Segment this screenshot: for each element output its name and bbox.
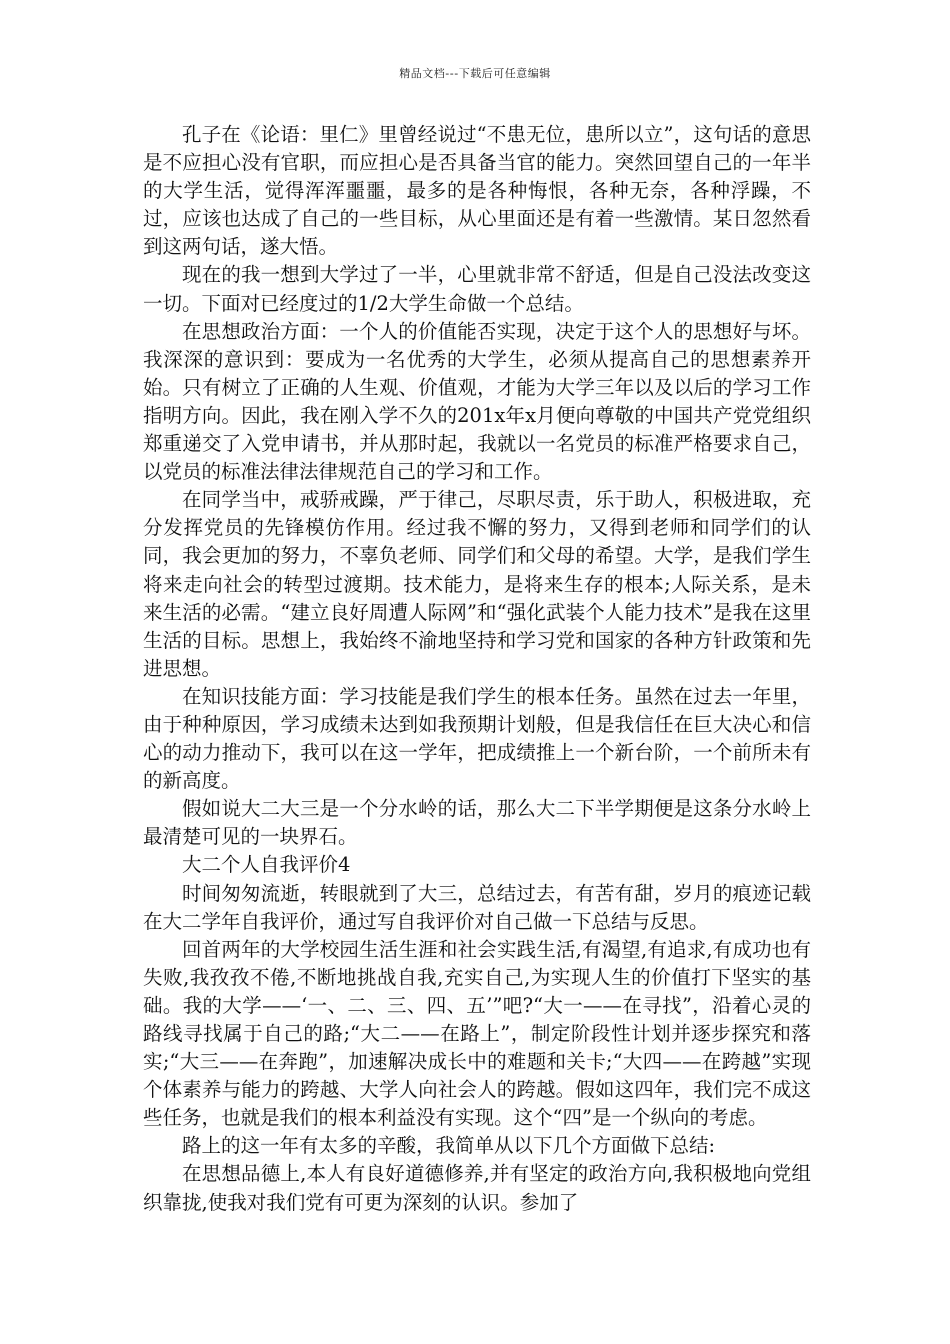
paragraph: 假如说大二大三是一个分水岭的话，那么大二下半学期便是这条分水岭上最清楚可见的一块界石。 [143,797,811,849]
paragraph: 在思想品德上,本人有良好道德修养,并有坚定的政治方向,我积极地向党组织靠拢,使我对我们党有可更为深刻的认识。参加了 [143,1162,811,1214]
paragraph: 现在的我一想到大学过了一半，心里就非常不舒适，但是自己没法改变这一切。下面对已经度过的1/2大学生命做一个总结。 [143,263,811,315]
paragraph: 路上的这一年有太多的辛酸，我简单从以下几个方面做下总结: [182,1134,716,1158]
paragraph: 孔子在《论语：里仁》里曾经说过“不患无位，患所以立”，这句话的意思是不应担心没有官职，而应担心是否具备当官的能力。突然回望自己的一年半的大学生活，觉得浑浑噩噩，最多的是各种悔恨，各种无奈，各种浮躁，不过，应该也达成了自己的一些目标，从心里面还是有着一些激情。某日忽然看到这两句话，遂大悟。 [143,123,811,259]
paragraph: 时间匆匆流逝，转眼就到了大三，总结过去，有苦有甜，岁月的痕迹记载在大二学年自我评价，通过写自我评价对自己做一下总结与反思。 [143,881,811,933]
paragraph: 在知识技能方面：学习技能是我们学生的根本任务。虽然在过去一年里，由于种种原因，学习成绩未达到如我预期计划般，但是我信任在巨大决心和信心的动力推动下，我可以在这一学年，把成绩推上一个新台阶，一个前所未有的新高度。 [143,684,811,793]
page-header: 精品文档---下载后可任意编辑 [399,67,551,80]
paragraph: 在同学当中，戒骄戒躁，严于律己，尽职尽责，乐于助人，积极进取，充分发挥党员的先锋模仿作用。经过我不懈的努力，又得到老师和同学们的认同，我会更加的努力，不辜负老师、同学们和父母的希望。大学，是我们学生将来走向社会的转型过渡期。技术能力，是将来生存的根本;人际关系，是未来生活的必需。“建立良好周遭人际网”和“强化武装个人能力技术”是我在这里生活的目标。思想上，我始终不渝地坚持和学习党和国家的各种方针政策和先进思想。 [143,488,811,680]
section-heading: 大二个人自我评价4 [182,853,351,877]
paragraph: 在思想政治方面：一个人的价值能否实现，决定于这个人的思想好与坏。我深深的意识到：要成为一名优秀的大学生，必须从提高自己的思想素养开始。只有树立了正确的人生观、价值观，才能为大学三年以及以后的学习工作指明方向。因此，我在刚入学不久的201x年x月便向尊敬的中国共产党党组织郑重递交了入党申请书，并从那时起，我就以一名党员的标准严格要求自己，以党员的标准法律法律规范自己的学习和工作。 [143,319,811,484]
paragraph: 回首两年的大学校园生活生涯和社会实践生活,有渴望,有追求,有成功也有失败,我孜孜不倦,不断地挑战自我,充实自己,为实现人生的价值打下坚实的基础。我的大学——‘一、二、三、四、五’”吧?“大一——在寻找”，沿着心灵的路线寻找属于自己的路;“大二——在路上”，制定阶段性计划并逐步探究和落实;“大三——在奔跑”，加速解决成长中的难题和关卡;“大四——在跨越”实现个体素养与能力的跨越、大学人向社会人的跨越。假如这四年，我们完不成这些任务，也就是我们的根本利益没有实现。这个“四”是一个纵向的考虑。 [143,937,811,1130]
document-body [143,121,811,1217]
